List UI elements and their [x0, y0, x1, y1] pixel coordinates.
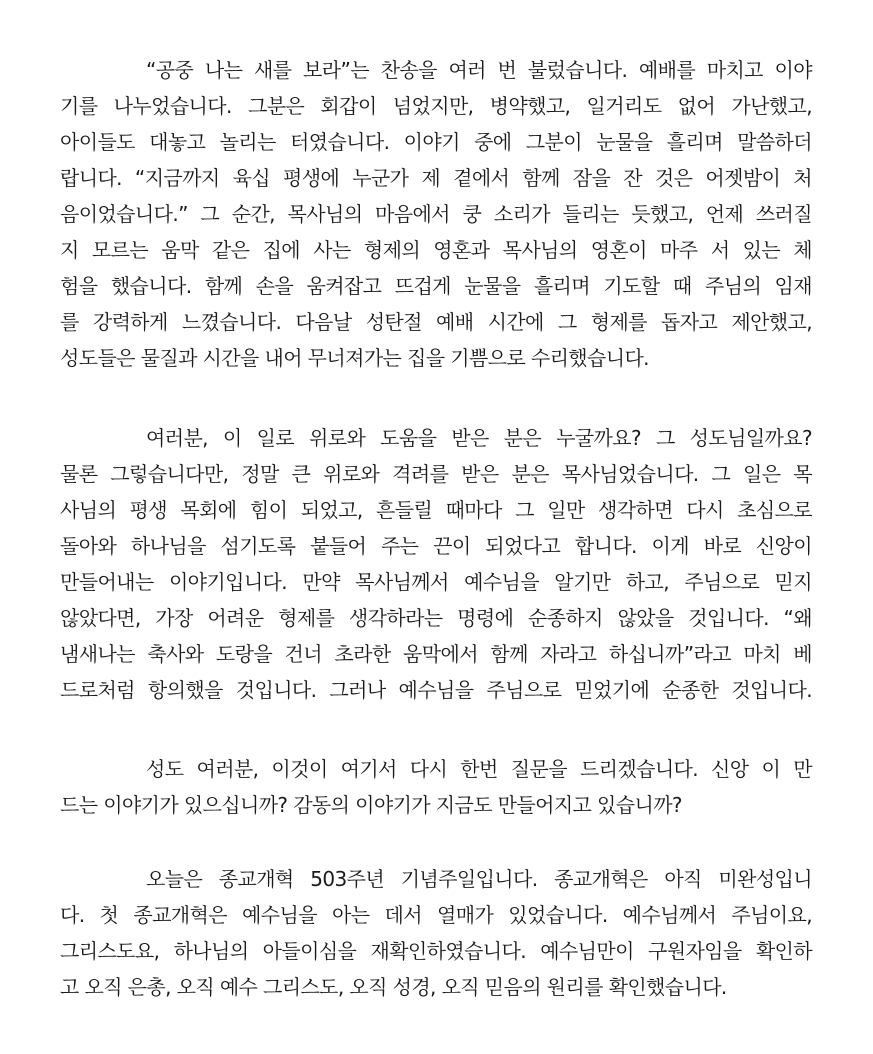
- text-line: 랍니다. “지금까지 육십 평생에 누군가 제 곁에서 함께 잠을 잔 것은 어젯밤이 처: [60, 166, 812, 190]
- text-line: 냄새나는 축사와 도랑을 건너 초라한 움막에서 함께 자라고 하십니까”라고 마치 베: [60, 642, 812, 666]
- text-line: 돌아와 하나님을 섬기도록 붙들어 주는 끈이 되었다고 합니다. 이게 바로 신앙이: [60, 534, 812, 558]
- text-line: 기를 나누었습니다. 그분은 회갑이 넘었지만, 병약했고, 일거리도 없어 가난했고,: [60, 94, 812, 118]
- text-line: 사님의 평생 목회에 힘이 되었고, 흔들릴 때마다 그 일만 생각하면 다시 초심으로: [60, 498, 812, 522]
- text-line: 를 강력하게 느꼈습니다. 다음날 성탄절 예배 시간에 그 형제를 돕자고 제안했고,: [60, 310, 812, 334]
- text-line: 드는 이야기가 있으십니까? 감동의 이야기가 지금도 만들어지고 있습니까?: [60, 793, 682, 817]
- text-line: 아이들도 대놓고 놀리는 터였습니다. 이야기 중에 그분이 눈물을 흘리며 말씀하더: [60, 130, 812, 154]
- text-line: 고 오직 은총, 오직 예수 그리스도, 오직 성경, 오직 믿음의 원리를 확인했습니다.: [60, 975, 727, 999]
- text-line: 그리스도요, 하나님의 아들이심을 재확인하였습니다. 예수님만이 구원자임을 확인하: [60, 939, 812, 963]
- text-line: 물론 그렇습니다만, 정말 큰 위로와 격려를 받은 분은 목사님었습니다. 그 일은 목: [60, 462, 812, 486]
- text-line: 오늘은 종교개혁 503주년 기념주일입니다. 종교개혁은 아직 미완성입니: [146, 867, 812, 891]
- text-line: 드로처럼 항의했을 것입니다. 그러나 예수님을 주님으로 믿었기에 순종한 것입니다.: [60, 678, 812, 702]
- text-line: “공중 나는 새를 보라”는 찬송을 여러 번 불렀습니다. 예배를 마치고 이야: [146, 58, 812, 82]
- text-line: 만들어내는 이야기입니다. 만약 목사님께서 예수님을 알기만 하고, 주님으로 믿지: [60, 570, 812, 594]
- text-line: 성도 여러분, 이것이 여기서 다시 한번 질문을 드리겠습니다. 신앙 이 만: [146, 757, 812, 781]
- text-line: 않았다면, 가장 어려운 형제를 생각하라는 명령에 순종하지 않았을 것입니다. “왜: [60, 606, 812, 630]
- text-line: 음이었습니다.” 그 순간, 목사님의 마음에서 쿵 소리가 들리는 듯했고, 언제 쓰러질: [60, 202, 812, 226]
- text-line: 다. 첫 종교개혁은 예수님을 아는 데서 열매가 있었습니다. 예수님께서 주님이요,: [60, 903, 812, 927]
- text-line: 험을 했습니다. 함께 손을 움켜잡고 뜨겁게 눈물을 흘리며 기도할 때 주님의 임재: [60, 274, 812, 298]
- text-line: 성도들은 물질과 시간을 내어 무너져가는 집을 기쁨으로 수리했습니다.: [60, 346, 649, 370]
- text-line: 여러분, 이 일로 위로와 도움을 받은 분은 누굴까요? 그 성도님일까요?: [146, 426, 812, 450]
- text-line: 지 모르는 움막 같은 집에 사는 형제의 영혼과 목사님의 영혼이 마주 서 있는 체: [60, 238, 812, 262]
